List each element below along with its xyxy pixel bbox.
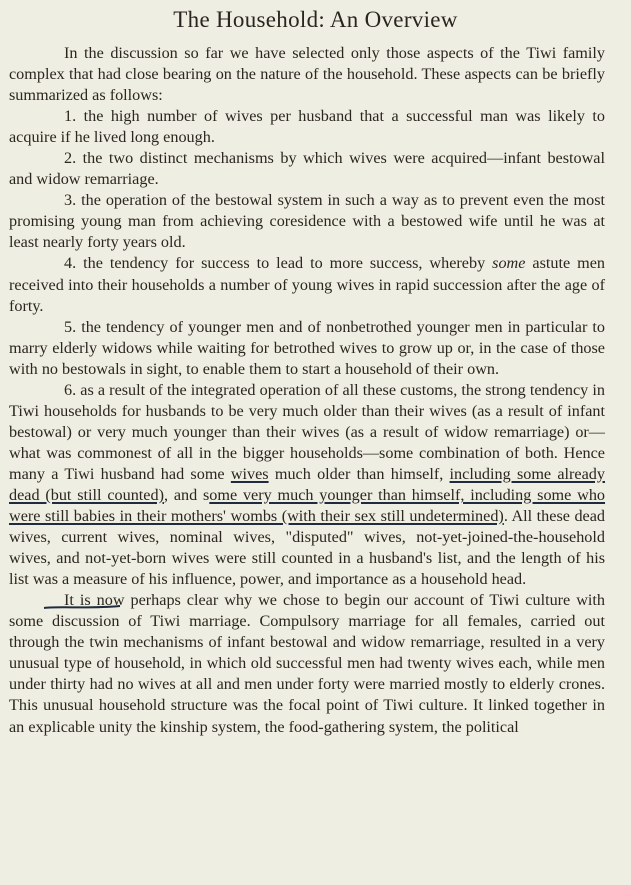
item6-text-b: much older than himself, [268,464,450,483]
list-item-3: 3. the operation of the bestowal system in such a way as to prevent even the most promising young man from achieving coresidence with a bestowed wife until he was at least nearly forty years old. [9,191,605,252]
intro-paragraph: In the discussion so far we have selected only those aspects of the Tiwi family complex that had close bearing on the nature of the household. These aspects can be briefly summarized as follows: [9,44,605,105]
item4-text-end: astute men received into their households a number of young wives in rapid succession after the age of forty. [9,254,605,315]
pen-strikethrough-mark [42,603,122,611]
item4-italic-word: some [492,254,526,273]
body-text [9,43,605,738]
list-item-2: 2. the two distinct mechanisms by which wives were acquired—infant bestowal and widow remarriage. [9,149,605,189]
item6-text-c: , and s [163,485,210,504]
item4-text-start: 4. the tendency for success to lead to more success, whereby [64,254,493,273]
item6-text-d: . All these dead wives, current wives, nominal wives, "disputed" wives, not-yet-joined-the-household wives, and not-yet-born wives were still counted in a husband's list, and the length of his list was a measure of his influence, power, and importance as a household head. [9,507,605,589]
underlined-wives: wives [230,464,269,483]
list-item-4 [9,253,605,316]
section-title: The Household: An Overview [173,7,458,32]
list-item-6 [9,380,605,590]
list-item-1: 1. the high number of wives per husband that a successful man was likely to acquire if he lived long enough. [9,107,605,147]
underlined-dead-wives: including some already dead (but still counted) [9,464,605,504]
closing-paragraph: It is now perhaps clear why we chose to begin our account of Tiwi culture with some discussion of Tiwi marriage. Compulsory marriage for all females, carried out through the twin mechanisms of infant bestowal and widow remarriage, resulted in a very unusual type of household, in which old successful men had twenty wives each, while men under thirty had no wives at all and men under forty were married mostly to elderly crones. This unusual household structure was the focal point of Tiwi culture. It linked together in an explicable unity the kinship system, the food-gathering system, the political [9,591,605,736]
list-item-5: 5. the tendency of younger men and of nonbetrothed younger men in particular to marry elderly widows while waiting for betrothed wives to grow up or, in the case of those with no bestowals in sight, to enable them to start a household of their own. [9,317,605,378]
item6-text-a: 6. as a result of the integrated operation of all these customs, the strong tendency in Tiwi households for husbands to be very much older than their wives (as a result of infant bestowal) or very much younger than their wives (as a result of widow remarriage) or—what was commonest of all in the bigger households—some combination of both. Hence many a Tiwi husband had some [9,380,605,483]
underlined-younger-wives: ome very much younger than himself, including some who were still babies in their mothers' wombs (with their sex still undetermined) [9,485,606,526]
